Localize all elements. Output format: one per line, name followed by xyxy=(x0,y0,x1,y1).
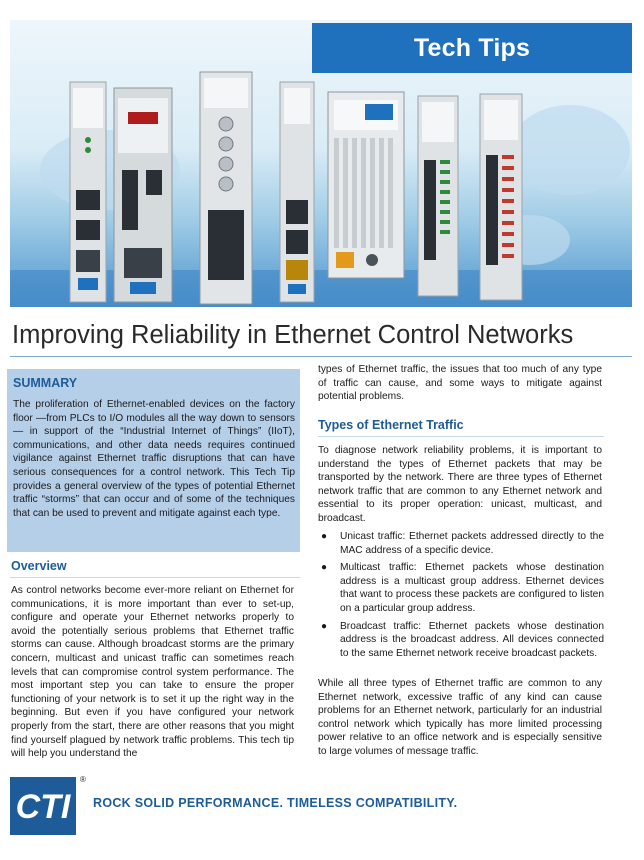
tech-tips-badge: Tech Tips xyxy=(312,23,632,73)
page-title: Improving Reliability in Ethernet Control Networks xyxy=(12,321,574,349)
list-item-text: Multicast traffic: Ethernet packets whose destination address is a multicast group address. Ethernet devices that want to process these packets are configured to listen on a particular group address. xyxy=(340,562,604,614)
io-module-5 xyxy=(328,92,404,278)
closing-text: While all three types of Ethernet traffic are common to any Ethernet network, excessive traffic of any kind can cause problems for an Ethernet network, particularly for an industrial control network which typically has more limited processing power relative to an office network and is especially sensitive to large volumes of message traffic. xyxy=(318,678,602,757)
list-item-text: Broadcast traffic: Ethernet packets whose destination address is the broadcast address. All devices connected to the same Ethernet network receive broadcast packets. xyxy=(340,620,604,659)
traffic-types-list xyxy=(318,530,604,664)
bullet-icon: ● xyxy=(321,620,328,632)
cti-logo xyxy=(10,777,76,835)
summary-heading: SUMMARY xyxy=(13,376,78,390)
io-module-7 xyxy=(480,94,522,300)
overview-heading: Overview xyxy=(11,559,67,573)
types-divider xyxy=(318,436,604,437)
overview-divider xyxy=(10,577,300,578)
overview-text: As control networks become ever-more reliant on Ethernet for communications, it is more important than ever to set-up, configure and operate your Ethernet networks properly to avoid the potentially serious problems that Ethernet traffic storms can cause. Although broadcast storms are the primary concern, multicast and unicast traffic can sometimes reach levels that can compromise control system performance. The most important step you can take to ensure the proper functioning of your network is to set it up the right way in the beginning. But even if you have configured your network properly from the start, there are other reasons that you might find yourself plagued by network traffic problems. This tech tip will help you understand the xyxy=(11,585,294,760)
io-module-4 xyxy=(280,82,314,302)
io-module-6 xyxy=(418,96,458,296)
io-module-2 xyxy=(114,88,172,302)
right-column-continuation xyxy=(318,363,602,404)
title-divider xyxy=(10,356,632,357)
svg-text:CTI: CTI xyxy=(15,788,71,826)
bullet-icon: ● xyxy=(321,531,328,542)
continuation-text: types of Ethernet traffic, the issues that too much of any type of traffic can cause, and some ways to mitigate against potential problems. xyxy=(318,364,602,403)
diagnose-text: To diagnose network reliability problems, it is important to understand the types of Ethernet packets that may be transported by the network. There are three types of Ethernet network traffic that are common to any Ethernet network and essential to its proper operation: unicast, multicast, and broadcast. xyxy=(318,445,602,524)
list-item xyxy=(318,561,604,615)
types-heading: Types of Ethernet Traffic xyxy=(318,418,464,432)
list-item-text: Unicast traffic: Ethernet packets addressed directly to the MAC address of a specific device. xyxy=(340,531,604,556)
bullet-icon: ● xyxy=(321,562,328,574)
io-module-3 xyxy=(200,72,252,304)
list-item xyxy=(318,530,604,557)
summary-text: The proliferation of Ethernet-enabled devices on the factory floor —from PLCs to I/O modules all the way down to sensors — in support of the “Industrial Internet of Things” (IIoT), communications, and other data needs requires continued vigilance against Ethernet traffic disruptions that can have serious consequences for a control network. This Tech Tip provides a general overview of the types of potential Ethernet traffic “storms” that can occur and of some of the techniques that can be used to prevent and mitigate against each type. xyxy=(13,399,295,519)
registered-mark: ® xyxy=(80,775,86,784)
io-module-1 xyxy=(70,82,106,302)
footer-tagline: ROCK SOLID PERFORMANCE. TIMELESS COMPATIBILITY. xyxy=(93,796,458,810)
list-item xyxy=(318,620,604,661)
summary-box xyxy=(7,369,300,552)
